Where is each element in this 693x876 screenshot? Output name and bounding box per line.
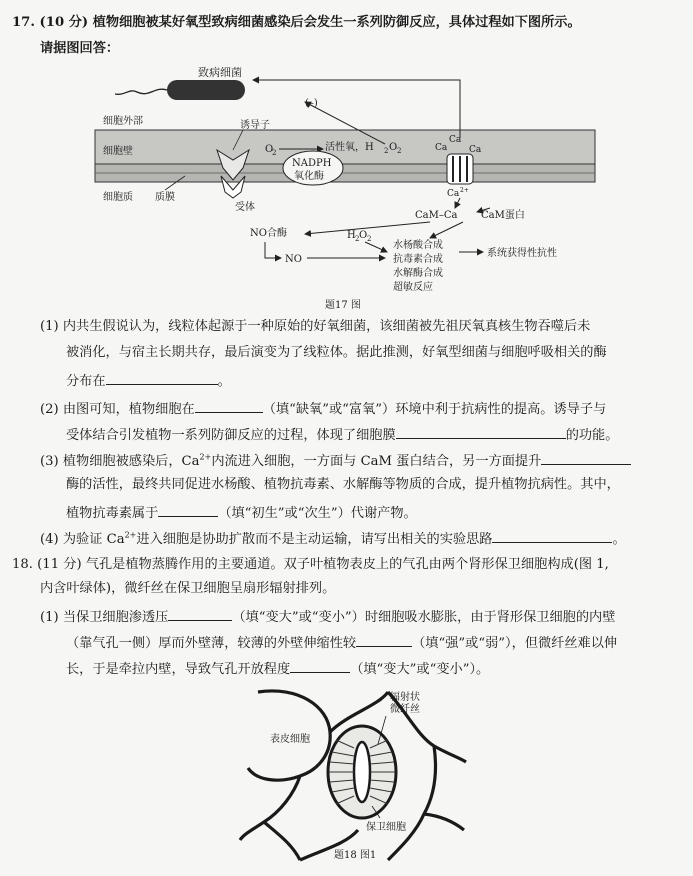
- answer-blank-7[interactable]: [168, 606, 232, 621]
- q18-s1-line2: （靠气孔一侧）厚而外壁薄，较薄的外壁伸缩性较 （填“强”或“弱”），但微纤丝难以伸: [66, 632, 617, 653]
- figure-17-defense-diagram: [85, 62, 625, 314]
- q17-header-prompt: 请据图回答：: [40, 41, 120, 56]
- svg-text:O: O: [359, 230, 368, 241]
- outcome-1: 水杨酸合成: [393, 240, 443, 251]
- bacteria-shape: [167, 80, 245, 100]
- q17-s3-line2: 酶的活性，最终共同促进水杨酸、植物抗毒素、水解酶等物质的合成，提升植物抗病性。其中，: [66, 477, 620, 492]
- svg-text:2: 2: [397, 147, 402, 155]
- svg-text:2: 2: [272, 149, 277, 157]
- stomatal-pore: [354, 742, 370, 802]
- svg-text:2+: 2+: [460, 187, 469, 194]
- cytoplasm-label: 细胞质: [103, 192, 133, 203]
- q17-s3-line1: (3) 植物细胞被感染后，$Ca^{2+}$内流进入细胞，一方面与 CaM 蛋白结合，另一方面提升: [40, 450, 631, 471]
- cam-protein-label: CaM蛋白: [481, 210, 525, 221]
- answer-blank-9[interactable]: [290, 658, 350, 673]
- o2-label: O: [265, 144, 274, 155]
- guard-cell-label: 保卫细胞: [366, 822, 406, 833]
- oxidase-label: 氧化酶: [294, 171, 324, 182]
- answer-blank-8[interactable]: [356, 632, 412, 647]
- outside-label: 细胞外部: [103, 116, 143, 127]
- figure-17-caption: 题17 图: [325, 300, 361, 311]
- q18-header: 18. (11 分) 气孔是植物蒸腾作用的主要通道。双子叶植物表皮上的气孔由两个肾形保卫细胞构成(图 1,: [12, 557, 609, 572]
- svg-text:2: 2: [367, 235, 372, 243]
- fibril-label-2: 微纤丝: [390, 704, 420, 715]
- q17-s1-line1: (1) 内共生假说认为，线粒体起源于一种原始的好氧细菌，该细菌被先祖厌氧真核生物吞噬后未: [40, 319, 591, 334]
- answer-blank-2[interactable]: [195, 398, 263, 413]
- ca-label-1: Ca: [435, 143, 448, 153]
- active-oxygen-label: 活性氧，H: [325, 142, 374, 153]
- epidermal-cell-label: 表皮细胞: [270, 734, 310, 745]
- membrane-label: 质膜: [155, 192, 175, 203]
- answer-blank-4[interactable]: [541, 450, 631, 465]
- fibril-label-1: 辐射状: [390, 692, 420, 703]
- outcome-2: 抗毒素合成: [393, 254, 443, 265]
- answer-blank-1[interactable]: [106, 370, 218, 385]
- inhibition-label: (–): [305, 98, 318, 109]
- no-label: NO: [285, 254, 302, 265]
- sar-label: 系统获得性抗性: [487, 248, 557, 259]
- no-synthase-label: NO合酶: [250, 228, 287, 239]
- answer-blank-5[interactable]: [158, 502, 218, 517]
- outcome-4: 超敏反应: [393, 282, 433, 293]
- answer-blank-3[interactable]: [396, 424, 566, 439]
- svg-text:Ca: Ca: [449, 135, 462, 145]
- nadph-label: NADPH: [292, 158, 332, 169]
- q17-s2-line2: 受体结合引发植物一系列防御反应的过程，体现了细胞膜 的功能。: [66, 424, 618, 445]
- wall-label: 细胞壁: [103, 146, 133, 157]
- svg-text:2: 2: [355, 235, 360, 243]
- h2o2-label-bottom: H: [347, 230, 356, 241]
- answer-blank-6[interactable]: [492, 528, 612, 543]
- q18-header-line2: 内含叶绿体)，微纤丝在保卫细胞呈扇形辐射排列。: [40, 581, 336, 596]
- q17-s1-line3: 分布在 。: [66, 370, 231, 391]
- cam-ca-label: CaM–Ca: [415, 210, 458, 221]
- q18-s1-line1: (1) 当保卫细胞渗透压 （填“变大”或“变小”）时细胞吸水膨胀，由于肾形保卫细胞的内壁: [40, 606, 615, 627]
- q17-s4-line: (4) 为验证 $Ca^{2+}$进入细胞是协助扩散而不是主动运输，请写出相关的实验思路 。: [40, 528, 626, 549]
- q18-s1-line3: 长，于是牵拉内壁，导致气孔开放程度 （填“变大”或“变小”）。: [66, 658, 489, 679]
- q17-header: 17. (10 分) 植物细胞被某好氧型致病细菌感染后会发生一系列防御反应，具体过程如下图所示。: [12, 15, 581, 30]
- q17-s1-line2: 被消化，与宿主长期共存，最后演变为了线粒体。据此推测，好氧型细菌与细胞呼吸相关的酶: [66, 345, 607, 360]
- ca-label-inside: Ca: [447, 189, 460, 199]
- figure-18-caption: 题18 图1: [334, 850, 377, 861]
- inducer-label: 诱导子: [240, 120, 270, 131]
- q17-s2-line1: (2) 由图可知，植物细胞在 （填“缺氧”或“富氧”）环境中利于抗病性的提高。诱导子与: [40, 398, 606, 419]
- svg-text:2: 2: [384, 147, 389, 155]
- bacteria-label: 致病细菌: [198, 66, 242, 79]
- svg-text:O: O: [389, 142, 398, 153]
- q17-s3-line3: 植物抗毒素属于 （填“初生”或“次生”）代谢产物。: [66, 502, 417, 523]
- figure-18-stomata-diagram: [238, 684, 468, 864]
- svg-text:Ca: Ca: [469, 145, 482, 155]
- outcome-3: 水解酶合成: [393, 268, 443, 279]
- receptor-label: 受体: [235, 202, 255, 213]
